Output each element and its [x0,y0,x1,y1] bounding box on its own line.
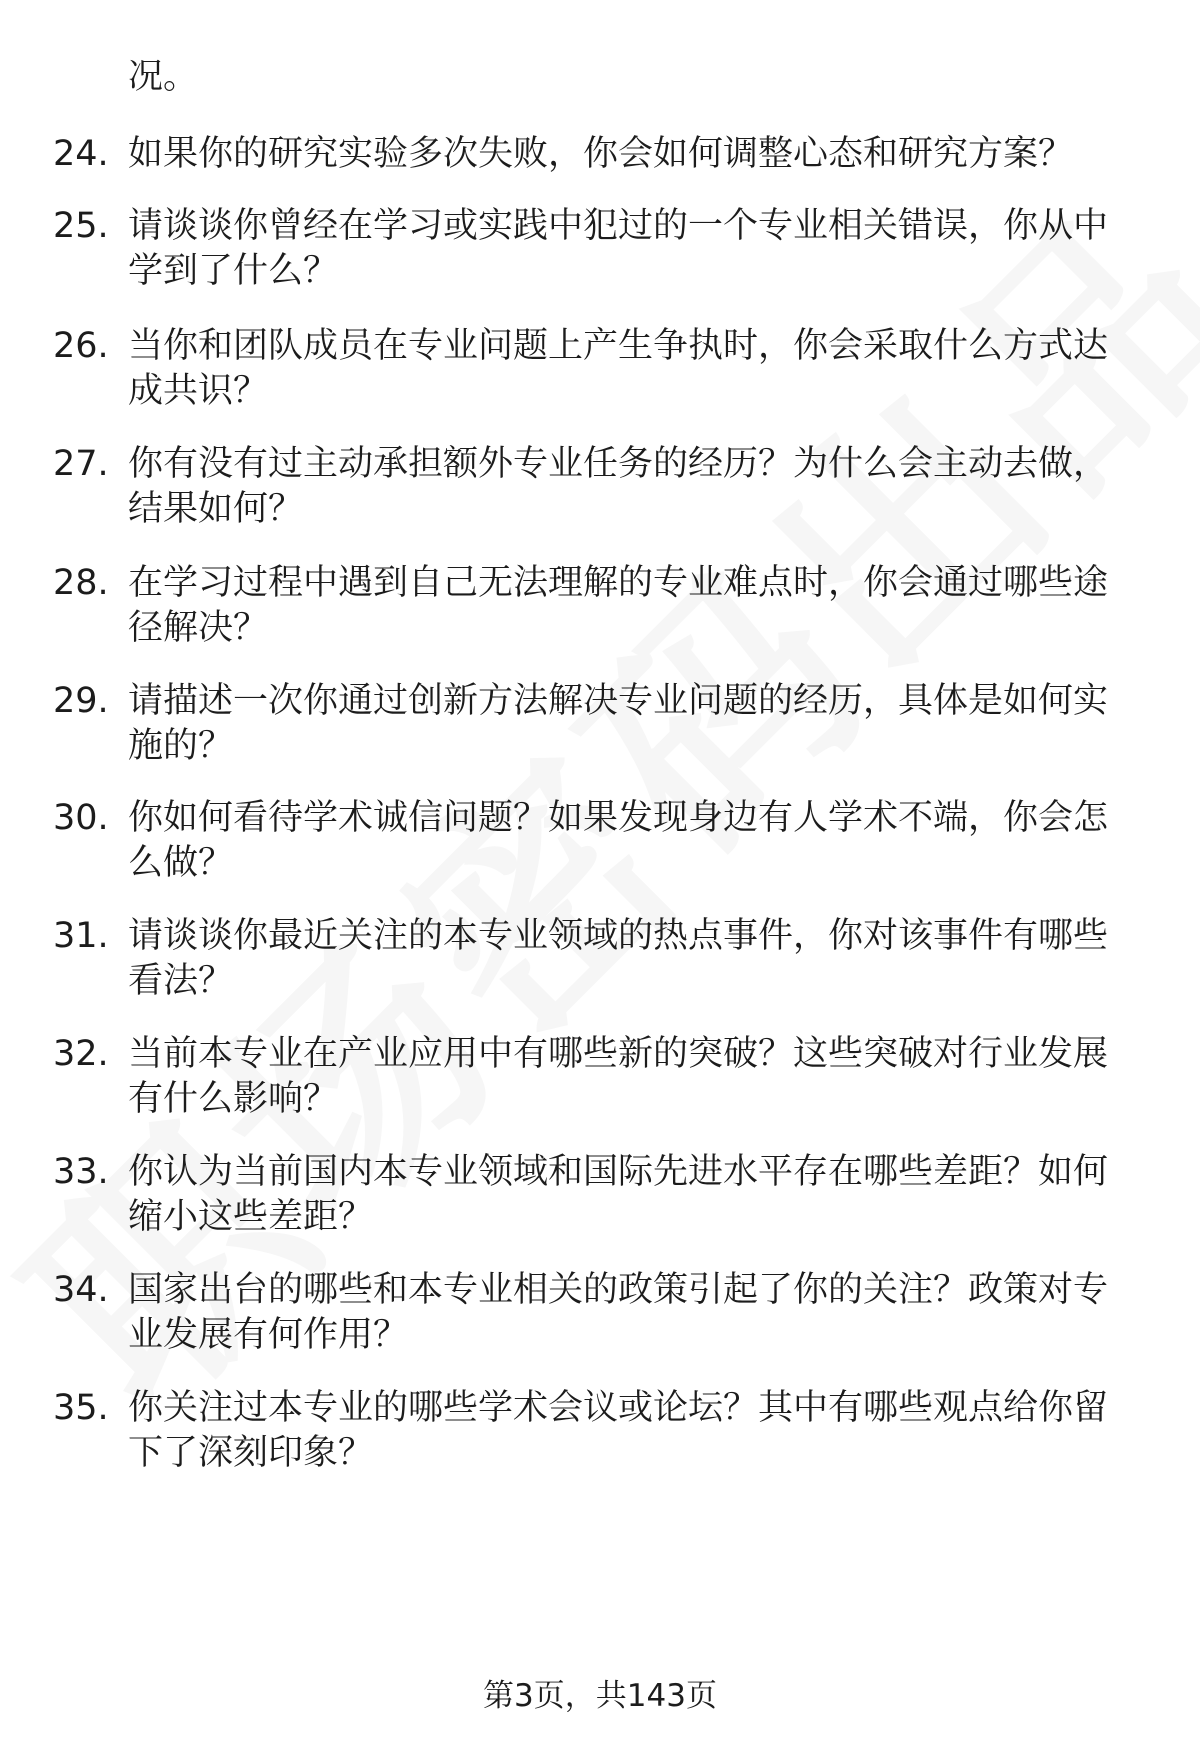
question-text: 国家出台的哪些和本专业相关的政策引起了你的关注？政策对专 [128,1270,1109,1310]
question-text: 请谈谈你曾经在学习或实践中犯过的一个专业相关错误，你从中 [128,206,1109,246]
question-text: 施的？ [128,726,234,766]
question-number: 34. [53,1270,109,1310]
question-text: 你如何看待学术诚信问题？如果发现身边有人学术不端，你会怎 [128,798,1109,838]
question-text: 下了深刻印象？ [128,1433,374,1473]
question-text: 缩小这些差距？ [128,1197,374,1237]
question-number: 32. [53,1034,109,1074]
question-text: 有什么影响？ [128,1079,339,1119]
question-number: 27. [53,444,109,484]
question-text: 你认为当前国内本专业领域和国际先进水平存在哪些差距？如何 [128,1152,1109,1192]
question-text: 请描述一次你通过创新方法解决专业问题的经历，具体是如何实 [128,681,1109,721]
question-number: 25. [53,206,109,246]
question-number: 30. [53,798,109,838]
question-number: 24. [53,134,109,174]
question-text: 看法？ [128,961,234,1001]
question-number: 33. [53,1152,109,1192]
question-text: 你有没有过主动承担额外专业任务的经历？为什么会主动去做， [128,444,1109,484]
question-number: 28. [53,563,109,603]
question-text: 在学习过程中遇到自己无法理解的专业难点时，你会通过哪些途 [128,563,1109,603]
question-number: 35. [53,1388,109,1428]
question-number: 31. [53,916,109,956]
question-text: 你关注过本专业的哪些学术会议或论坛？其中有哪些观点给你留 [128,1388,1109,1428]
continuation-text: 况。 [128,57,199,97]
question-number: 26. [53,326,109,366]
question-text: 请谈谈你最近关注的本专业领域的热点事件，你对该事件有哪些 [128,916,1109,956]
question-text: 当你和团队成员在专业问题上产生争执时，你会采取什么方式达 [128,326,1109,366]
question-text: 么做？ [128,843,234,883]
question-text: 业发展有何作用？ [128,1315,409,1355]
question-text: 结果如何？ [128,489,304,529]
question-text: 成共识？ [128,371,269,411]
question-number: 29. [53,681,109,721]
question-text: 如果你的研究实验多次失败，你会如何调整心态和研究方案？ [128,134,1074,174]
question-text: 学到了什么？ [128,251,339,291]
page-number-footer: 第3页，共143页 [483,1678,717,1714]
question-text: 当前本专业在产业应用中有哪些新的突破？这些突破对行业发展 [128,1034,1109,1074]
question-text: 径解决？ [128,608,269,648]
